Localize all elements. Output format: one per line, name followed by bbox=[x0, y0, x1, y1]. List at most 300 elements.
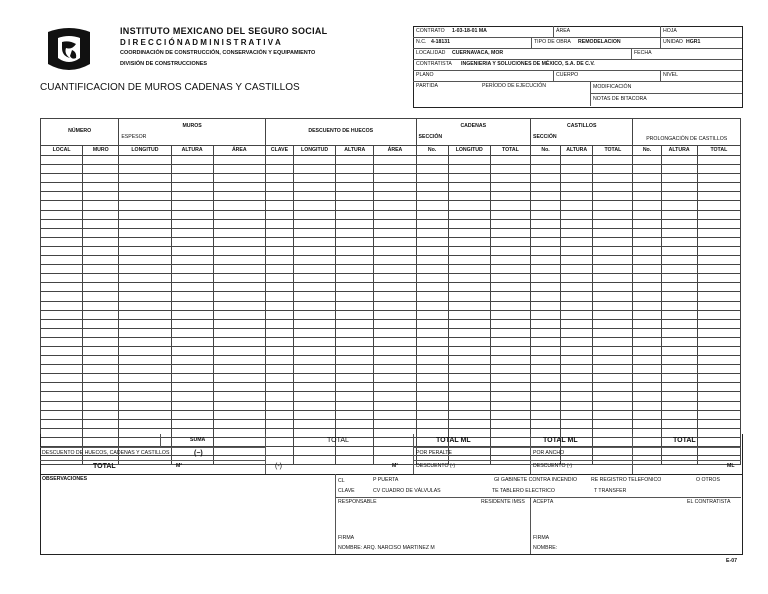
table-cell[interactable] bbox=[490, 337, 530, 346]
table-cell[interactable] bbox=[171, 228, 213, 237]
table-cell[interactable] bbox=[490, 383, 530, 392]
table-cell[interactable] bbox=[265, 310, 293, 319]
table-cell[interactable] bbox=[41, 346, 83, 355]
table-cell[interactable] bbox=[416, 246, 448, 255]
table-cell[interactable] bbox=[661, 392, 697, 401]
table-cell[interactable] bbox=[416, 274, 448, 283]
table-cell[interactable] bbox=[41, 165, 83, 174]
table-cell[interactable] bbox=[171, 410, 213, 419]
table-cell[interactable] bbox=[661, 410, 697, 419]
table-cell[interactable] bbox=[336, 346, 374, 355]
table-cell[interactable] bbox=[119, 183, 171, 192]
table-cell[interactable] bbox=[531, 201, 561, 210]
table-cell[interactable] bbox=[119, 401, 171, 410]
table-cell[interactable] bbox=[171, 246, 213, 255]
table-cell[interactable] bbox=[593, 319, 633, 328]
table-cell[interactable] bbox=[213, 328, 265, 337]
table-cell[interactable] bbox=[119, 365, 171, 374]
table-cell[interactable] bbox=[661, 228, 697, 237]
table-cell[interactable] bbox=[374, 410, 416, 419]
table-cell[interactable] bbox=[531, 356, 561, 365]
table-cell[interactable] bbox=[213, 256, 265, 265]
table-cell[interactable] bbox=[41, 219, 83, 228]
table-cell[interactable] bbox=[213, 237, 265, 246]
table-cell[interactable] bbox=[448, 165, 490, 174]
table-cell[interactable] bbox=[294, 165, 336, 174]
table-cell[interactable] bbox=[697, 301, 740, 310]
table-cell[interactable] bbox=[336, 165, 374, 174]
table-cell[interactable] bbox=[294, 328, 336, 337]
table-cell[interactable] bbox=[265, 328, 293, 337]
table-cell[interactable] bbox=[374, 365, 416, 374]
table-cell[interactable] bbox=[448, 401, 490, 410]
table-cell[interactable] bbox=[119, 346, 171, 355]
table-cell[interactable] bbox=[294, 156, 336, 165]
table-cell[interactable] bbox=[83, 337, 119, 346]
table-cell[interactable] bbox=[697, 292, 740, 301]
table-cell[interactable] bbox=[697, 337, 740, 346]
table-cell[interactable] bbox=[119, 328, 171, 337]
table-cell[interactable] bbox=[265, 174, 293, 183]
table-cell[interactable] bbox=[294, 192, 336, 201]
table-cell[interactable] bbox=[119, 310, 171, 319]
table-cell[interactable] bbox=[697, 210, 740, 219]
table-cell[interactable] bbox=[171, 219, 213, 228]
table-cell[interactable] bbox=[83, 174, 119, 183]
table-cell[interactable] bbox=[416, 310, 448, 319]
table-cell[interactable] bbox=[448, 183, 490, 192]
table-cell[interactable] bbox=[336, 392, 374, 401]
table-cell[interactable] bbox=[561, 301, 593, 310]
table-cell[interactable] bbox=[490, 219, 530, 228]
table-cell[interactable] bbox=[294, 237, 336, 246]
table-cell[interactable] bbox=[171, 192, 213, 201]
table-cell[interactable] bbox=[633, 201, 661, 210]
table-cell[interactable] bbox=[661, 310, 697, 319]
table-cell[interactable] bbox=[593, 292, 633, 301]
table-cell[interactable] bbox=[561, 274, 593, 283]
table-cell[interactable] bbox=[633, 165, 661, 174]
table-cell[interactable] bbox=[561, 192, 593, 201]
table-cell[interactable] bbox=[171, 401, 213, 410]
table-cell[interactable] bbox=[661, 328, 697, 337]
table-cell[interactable] bbox=[213, 165, 265, 174]
table-cell[interactable] bbox=[490, 356, 530, 365]
table-cell[interactable] bbox=[416, 283, 448, 292]
table-cell[interactable] bbox=[336, 410, 374, 419]
table-cell[interactable] bbox=[416, 410, 448, 419]
table-cell[interactable] bbox=[661, 337, 697, 346]
table-cell[interactable] bbox=[697, 219, 740, 228]
table-cell[interactable] bbox=[448, 210, 490, 219]
table-cell[interactable] bbox=[561, 346, 593, 355]
table-cell[interactable] bbox=[561, 310, 593, 319]
table-cell[interactable] bbox=[448, 337, 490, 346]
table-cell[interactable] bbox=[119, 283, 171, 292]
table-cell[interactable] bbox=[531, 419, 561, 428]
table-cell[interactable] bbox=[213, 219, 265, 228]
table-cell[interactable] bbox=[633, 337, 661, 346]
table-cell[interactable] bbox=[633, 346, 661, 355]
table-cell[interactable] bbox=[490, 201, 530, 210]
table-cell[interactable] bbox=[41, 274, 83, 283]
table-cell[interactable] bbox=[593, 192, 633, 201]
table-cell[interactable] bbox=[294, 283, 336, 292]
table-cell[interactable] bbox=[171, 419, 213, 428]
table-cell[interactable] bbox=[448, 310, 490, 319]
table-cell[interactable] bbox=[119, 192, 171, 201]
table-cell[interactable] bbox=[697, 346, 740, 355]
table-cell[interactable] bbox=[561, 237, 593, 246]
table-cell[interactable] bbox=[490, 328, 530, 337]
table-cell[interactable] bbox=[416, 256, 448, 265]
table-cell[interactable] bbox=[531, 192, 561, 201]
table-cell[interactable] bbox=[697, 256, 740, 265]
table-cell[interactable] bbox=[561, 265, 593, 274]
table-cell[interactable] bbox=[633, 365, 661, 374]
table-cell[interactable] bbox=[265, 219, 293, 228]
table-cell[interactable] bbox=[531, 219, 561, 228]
table-cell[interactable] bbox=[561, 256, 593, 265]
table-cell[interactable] bbox=[213, 174, 265, 183]
table-cell[interactable] bbox=[265, 256, 293, 265]
table-cell[interactable] bbox=[83, 328, 119, 337]
table-cell[interactable] bbox=[171, 265, 213, 274]
table-cell[interactable] bbox=[561, 219, 593, 228]
table-cell[interactable] bbox=[336, 319, 374, 328]
table-cell[interactable] bbox=[416, 156, 448, 165]
table-cell[interactable] bbox=[265, 183, 293, 192]
table-cell[interactable] bbox=[213, 156, 265, 165]
table-cell[interactable] bbox=[416, 392, 448, 401]
table-cell[interactable] bbox=[531, 246, 561, 255]
table-cell[interactable] bbox=[83, 210, 119, 219]
table-cell[interactable] bbox=[336, 219, 374, 228]
table-cell[interactable] bbox=[374, 292, 416, 301]
table-cell[interactable] bbox=[633, 219, 661, 228]
table-cell[interactable] bbox=[416, 365, 448, 374]
table-cell[interactable] bbox=[213, 301, 265, 310]
table-cell[interactable] bbox=[336, 328, 374, 337]
table-cell[interactable] bbox=[41, 356, 83, 365]
table-cell[interactable] bbox=[448, 201, 490, 210]
table-cell[interactable] bbox=[294, 174, 336, 183]
table-cell[interactable] bbox=[374, 165, 416, 174]
table-cell[interactable] bbox=[661, 274, 697, 283]
table-cell[interactable] bbox=[416, 328, 448, 337]
table-cell[interactable] bbox=[697, 374, 740, 383]
table-cell[interactable] bbox=[213, 283, 265, 292]
table-cell[interactable] bbox=[697, 165, 740, 174]
table-cell[interactable] bbox=[119, 256, 171, 265]
table-cell[interactable] bbox=[490, 174, 530, 183]
table-cell[interactable] bbox=[294, 337, 336, 346]
table-cell[interactable] bbox=[213, 292, 265, 301]
table-cell[interactable] bbox=[448, 392, 490, 401]
table-cell[interactable] bbox=[374, 156, 416, 165]
table-cell[interactable] bbox=[119, 356, 171, 365]
table-cell[interactable] bbox=[448, 228, 490, 237]
table-cell[interactable] bbox=[633, 228, 661, 237]
table-cell[interactable] bbox=[336, 210, 374, 219]
table-cell[interactable] bbox=[41, 337, 83, 346]
table-cell[interactable] bbox=[213, 374, 265, 383]
table-cell[interactable] bbox=[633, 256, 661, 265]
table-cell[interactable] bbox=[83, 419, 119, 428]
table-cell[interactable] bbox=[490, 292, 530, 301]
table-cell[interactable] bbox=[593, 237, 633, 246]
table-cell[interactable] bbox=[119, 201, 171, 210]
table-cell[interactable] bbox=[490, 401, 530, 410]
table-cell[interactable] bbox=[41, 328, 83, 337]
table-cell[interactable] bbox=[265, 301, 293, 310]
table-cell[interactable] bbox=[490, 319, 530, 328]
table-cell[interactable] bbox=[561, 337, 593, 346]
table-cell[interactable] bbox=[561, 292, 593, 301]
table-cell[interactable] bbox=[697, 274, 740, 283]
table-cell[interactable] bbox=[83, 201, 119, 210]
table-cell[interactable] bbox=[294, 365, 336, 374]
table-cell[interactable] bbox=[593, 265, 633, 274]
table-cell[interactable] bbox=[633, 292, 661, 301]
table-cell[interactable] bbox=[561, 283, 593, 292]
table-cell[interactable] bbox=[119, 219, 171, 228]
table-cell[interactable] bbox=[265, 410, 293, 419]
table-cell[interactable] bbox=[171, 237, 213, 246]
table-cell[interactable] bbox=[294, 210, 336, 219]
table-cell[interactable] bbox=[294, 383, 336, 392]
table-cell[interactable] bbox=[561, 392, 593, 401]
table-cell[interactable] bbox=[41, 246, 83, 255]
table-cell[interactable] bbox=[593, 401, 633, 410]
table-cell[interactable] bbox=[336, 274, 374, 283]
table-cell[interactable] bbox=[661, 319, 697, 328]
table-cell[interactable] bbox=[336, 237, 374, 246]
table-cell[interactable] bbox=[374, 237, 416, 246]
table-cell[interactable] bbox=[448, 237, 490, 246]
table-cell[interactable] bbox=[448, 328, 490, 337]
table-cell[interactable] bbox=[213, 274, 265, 283]
table-cell[interactable] bbox=[531, 183, 561, 192]
table-cell[interactable] bbox=[416, 301, 448, 310]
table-cell[interactable] bbox=[294, 410, 336, 419]
table-cell[interactable] bbox=[697, 356, 740, 365]
table-cell[interactable] bbox=[490, 256, 530, 265]
table-cell[interactable] bbox=[593, 156, 633, 165]
table-cell[interactable] bbox=[416, 174, 448, 183]
table-cell[interactable] bbox=[294, 356, 336, 365]
table-cell[interactable] bbox=[265, 274, 293, 283]
table-cell[interactable] bbox=[416, 356, 448, 365]
table-cell[interactable] bbox=[448, 356, 490, 365]
table-cell[interactable] bbox=[374, 346, 416, 355]
table-cell[interactable] bbox=[697, 228, 740, 237]
table-cell[interactable] bbox=[561, 365, 593, 374]
table-cell[interactable] bbox=[83, 292, 119, 301]
table-cell[interactable] bbox=[661, 265, 697, 274]
table-cell[interactable] bbox=[83, 274, 119, 283]
table-cell[interactable] bbox=[697, 401, 740, 410]
table-cell[interactable] bbox=[531, 301, 561, 310]
table-cell[interactable] bbox=[294, 419, 336, 428]
table-cell[interactable] bbox=[41, 183, 83, 192]
table-cell[interactable] bbox=[213, 346, 265, 355]
table-cell[interactable] bbox=[593, 210, 633, 219]
table-cell[interactable] bbox=[593, 174, 633, 183]
table-cell[interactable] bbox=[119, 383, 171, 392]
table-cell[interactable] bbox=[416, 319, 448, 328]
table-cell[interactable] bbox=[416, 265, 448, 274]
table-cell[interactable] bbox=[633, 383, 661, 392]
table-cell[interactable] bbox=[661, 301, 697, 310]
table-cell[interactable] bbox=[213, 337, 265, 346]
table-cell[interactable] bbox=[83, 410, 119, 419]
table-cell[interactable] bbox=[661, 383, 697, 392]
table-cell[interactable] bbox=[661, 292, 697, 301]
table-cell[interactable] bbox=[83, 319, 119, 328]
table-cell[interactable] bbox=[561, 383, 593, 392]
table-cell[interactable] bbox=[531, 319, 561, 328]
table-cell[interactable] bbox=[83, 219, 119, 228]
table-cell[interactable] bbox=[561, 401, 593, 410]
table-cell[interactable] bbox=[336, 365, 374, 374]
table-cell[interactable] bbox=[697, 328, 740, 337]
table-cell[interactable] bbox=[593, 301, 633, 310]
table-cell[interactable] bbox=[265, 401, 293, 410]
table-cell[interactable] bbox=[633, 410, 661, 419]
table-cell[interactable] bbox=[265, 156, 293, 165]
table-cell[interactable] bbox=[41, 201, 83, 210]
table-cell[interactable] bbox=[490, 228, 530, 237]
table-cell[interactable] bbox=[374, 401, 416, 410]
table-cell[interactable] bbox=[697, 283, 740, 292]
table-cell[interactable] bbox=[171, 346, 213, 355]
table-cell[interactable] bbox=[593, 337, 633, 346]
table-cell[interactable] bbox=[171, 274, 213, 283]
table-cell[interactable] bbox=[633, 283, 661, 292]
table-cell[interactable] bbox=[41, 210, 83, 219]
table-cell[interactable] bbox=[531, 228, 561, 237]
table-cell[interactable] bbox=[531, 374, 561, 383]
table-cell[interactable] bbox=[593, 346, 633, 355]
table-cell[interactable] bbox=[490, 346, 530, 355]
table-cell[interactable] bbox=[265, 210, 293, 219]
table-cell[interactable] bbox=[531, 237, 561, 246]
table-cell[interactable] bbox=[561, 374, 593, 383]
table-cell[interactable] bbox=[448, 301, 490, 310]
table-cell[interactable] bbox=[490, 374, 530, 383]
table-cell[interactable] bbox=[294, 219, 336, 228]
table-cell[interactable] bbox=[83, 256, 119, 265]
table-cell[interactable] bbox=[448, 383, 490, 392]
table-cell[interactable] bbox=[561, 319, 593, 328]
table-cell[interactable] bbox=[490, 192, 530, 201]
table-cell[interactable] bbox=[593, 392, 633, 401]
table-cell[interactable] bbox=[593, 165, 633, 174]
table-cell[interactable] bbox=[294, 246, 336, 255]
table-cell[interactable] bbox=[213, 410, 265, 419]
table-cell[interactable] bbox=[490, 183, 530, 192]
table-cell[interactable] bbox=[593, 201, 633, 210]
table-cell[interactable] bbox=[213, 319, 265, 328]
table-cell[interactable] bbox=[336, 156, 374, 165]
table-cell[interactable] bbox=[531, 274, 561, 283]
table-cell[interactable] bbox=[561, 246, 593, 255]
table-cell[interactable] bbox=[531, 265, 561, 274]
table-cell[interactable] bbox=[374, 256, 416, 265]
table-cell[interactable] bbox=[213, 228, 265, 237]
table-cell[interactable] bbox=[265, 365, 293, 374]
table-cell[interactable] bbox=[633, 156, 661, 165]
table-cell[interactable] bbox=[448, 419, 490, 428]
table-cell[interactable] bbox=[213, 383, 265, 392]
table-cell[interactable] bbox=[633, 392, 661, 401]
table-cell[interactable] bbox=[83, 346, 119, 355]
table-cell[interactable] bbox=[336, 183, 374, 192]
table-cell[interactable] bbox=[41, 383, 83, 392]
table-cell[interactable] bbox=[119, 246, 171, 255]
table-cell[interactable] bbox=[490, 301, 530, 310]
table-cell[interactable] bbox=[171, 283, 213, 292]
table-cell[interactable] bbox=[265, 337, 293, 346]
table-cell[interactable] bbox=[41, 156, 83, 165]
table-cell[interactable] bbox=[697, 183, 740, 192]
table-cell[interactable] bbox=[661, 374, 697, 383]
table-cell[interactable] bbox=[531, 310, 561, 319]
table-cell[interactable] bbox=[119, 210, 171, 219]
table-cell[interactable] bbox=[294, 228, 336, 237]
table-cell[interactable] bbox=[416, 210, 448, 219]
table-cell[interactable] bbox=[119, 156, 171, 165]
table-cell[interactable] bbox=[561, 174, 593, 183]
table-cell[interactable] bbox=[41, 265, 83, 274]
table-cell[interactable] bbox=[661, 210, 697, 219]
table-cell[interactable] bbox=[336, 201, 374, 210]
table-cell[interactable] bbox=[374, 192, 416, 201]
table-cell[interactable] bbox=[593, 256, 633, 265]
table-cell[interactable] bbox=[697, 174, 740, 183]
table-cell[interactable] bbox=[119, 392, 171, 401]
table-cell[interactable] bbox=[661, 365, 697, 374]
table-cell[interactable] bbox=[661, 246, 697, 255]
table-cell[interactable] bbox=[41, 301, 83, 310]
table-cell[interactable] bbox=[336, 337, 374, 346]
table-cell[interactable] bbox=[661, 201, 697, 210]
table-cell[interactable] bbox=[593, 228, 633, 237]
table-cell[interactable] bbox=[336, 174, 374, 183]
table-cell[interactable] bbox=[83, 374, 119, 383]
table-cell[interactable] bbox=[561, 201, 593, 210]
table-cell[interactable] bbox=[265, 392, 293, 401]
table-cell[interactable] bbox=[213, 356, 265, 365]
table-cell[interactable] bbox=[697, 192, 740, 201]
table-cell[interactable] bbox=[448, 265, 490, 274]
table-cell[interactable] bbox=[336, 356, 374, 365]
table-cell[interactable] bbox=[374, 183, 416, 192]
table-cell[interactable] bbox=[661, 237, 697, 246]
table-cell[interactable] bbox=[448, 365, 490, 374]
table-cell[interactable] bbox=[213, 419, 265, 428]
table-cell[interactable] bbox=[374, 356, 416, 365]
table-cell[interactable] bbox=[633, 319, 661, 328]
table-cell[interactable] bbox=[213, 265, 265, 274]
table-cell[interactable] bbox=[697, 310, 740, 319]
table-cell[interactable] bbox=[448, 246, 490, 255]
table-cell[interactable] bbox=[448, 374, 490, 383]
table-cell[interactable] bbox=[661, 156, 697, 165]
table-cell[interactable] bbox=[593, 274, 633, 283]
table-cell[interactable] bbox=[171, 337, 213, 346]
